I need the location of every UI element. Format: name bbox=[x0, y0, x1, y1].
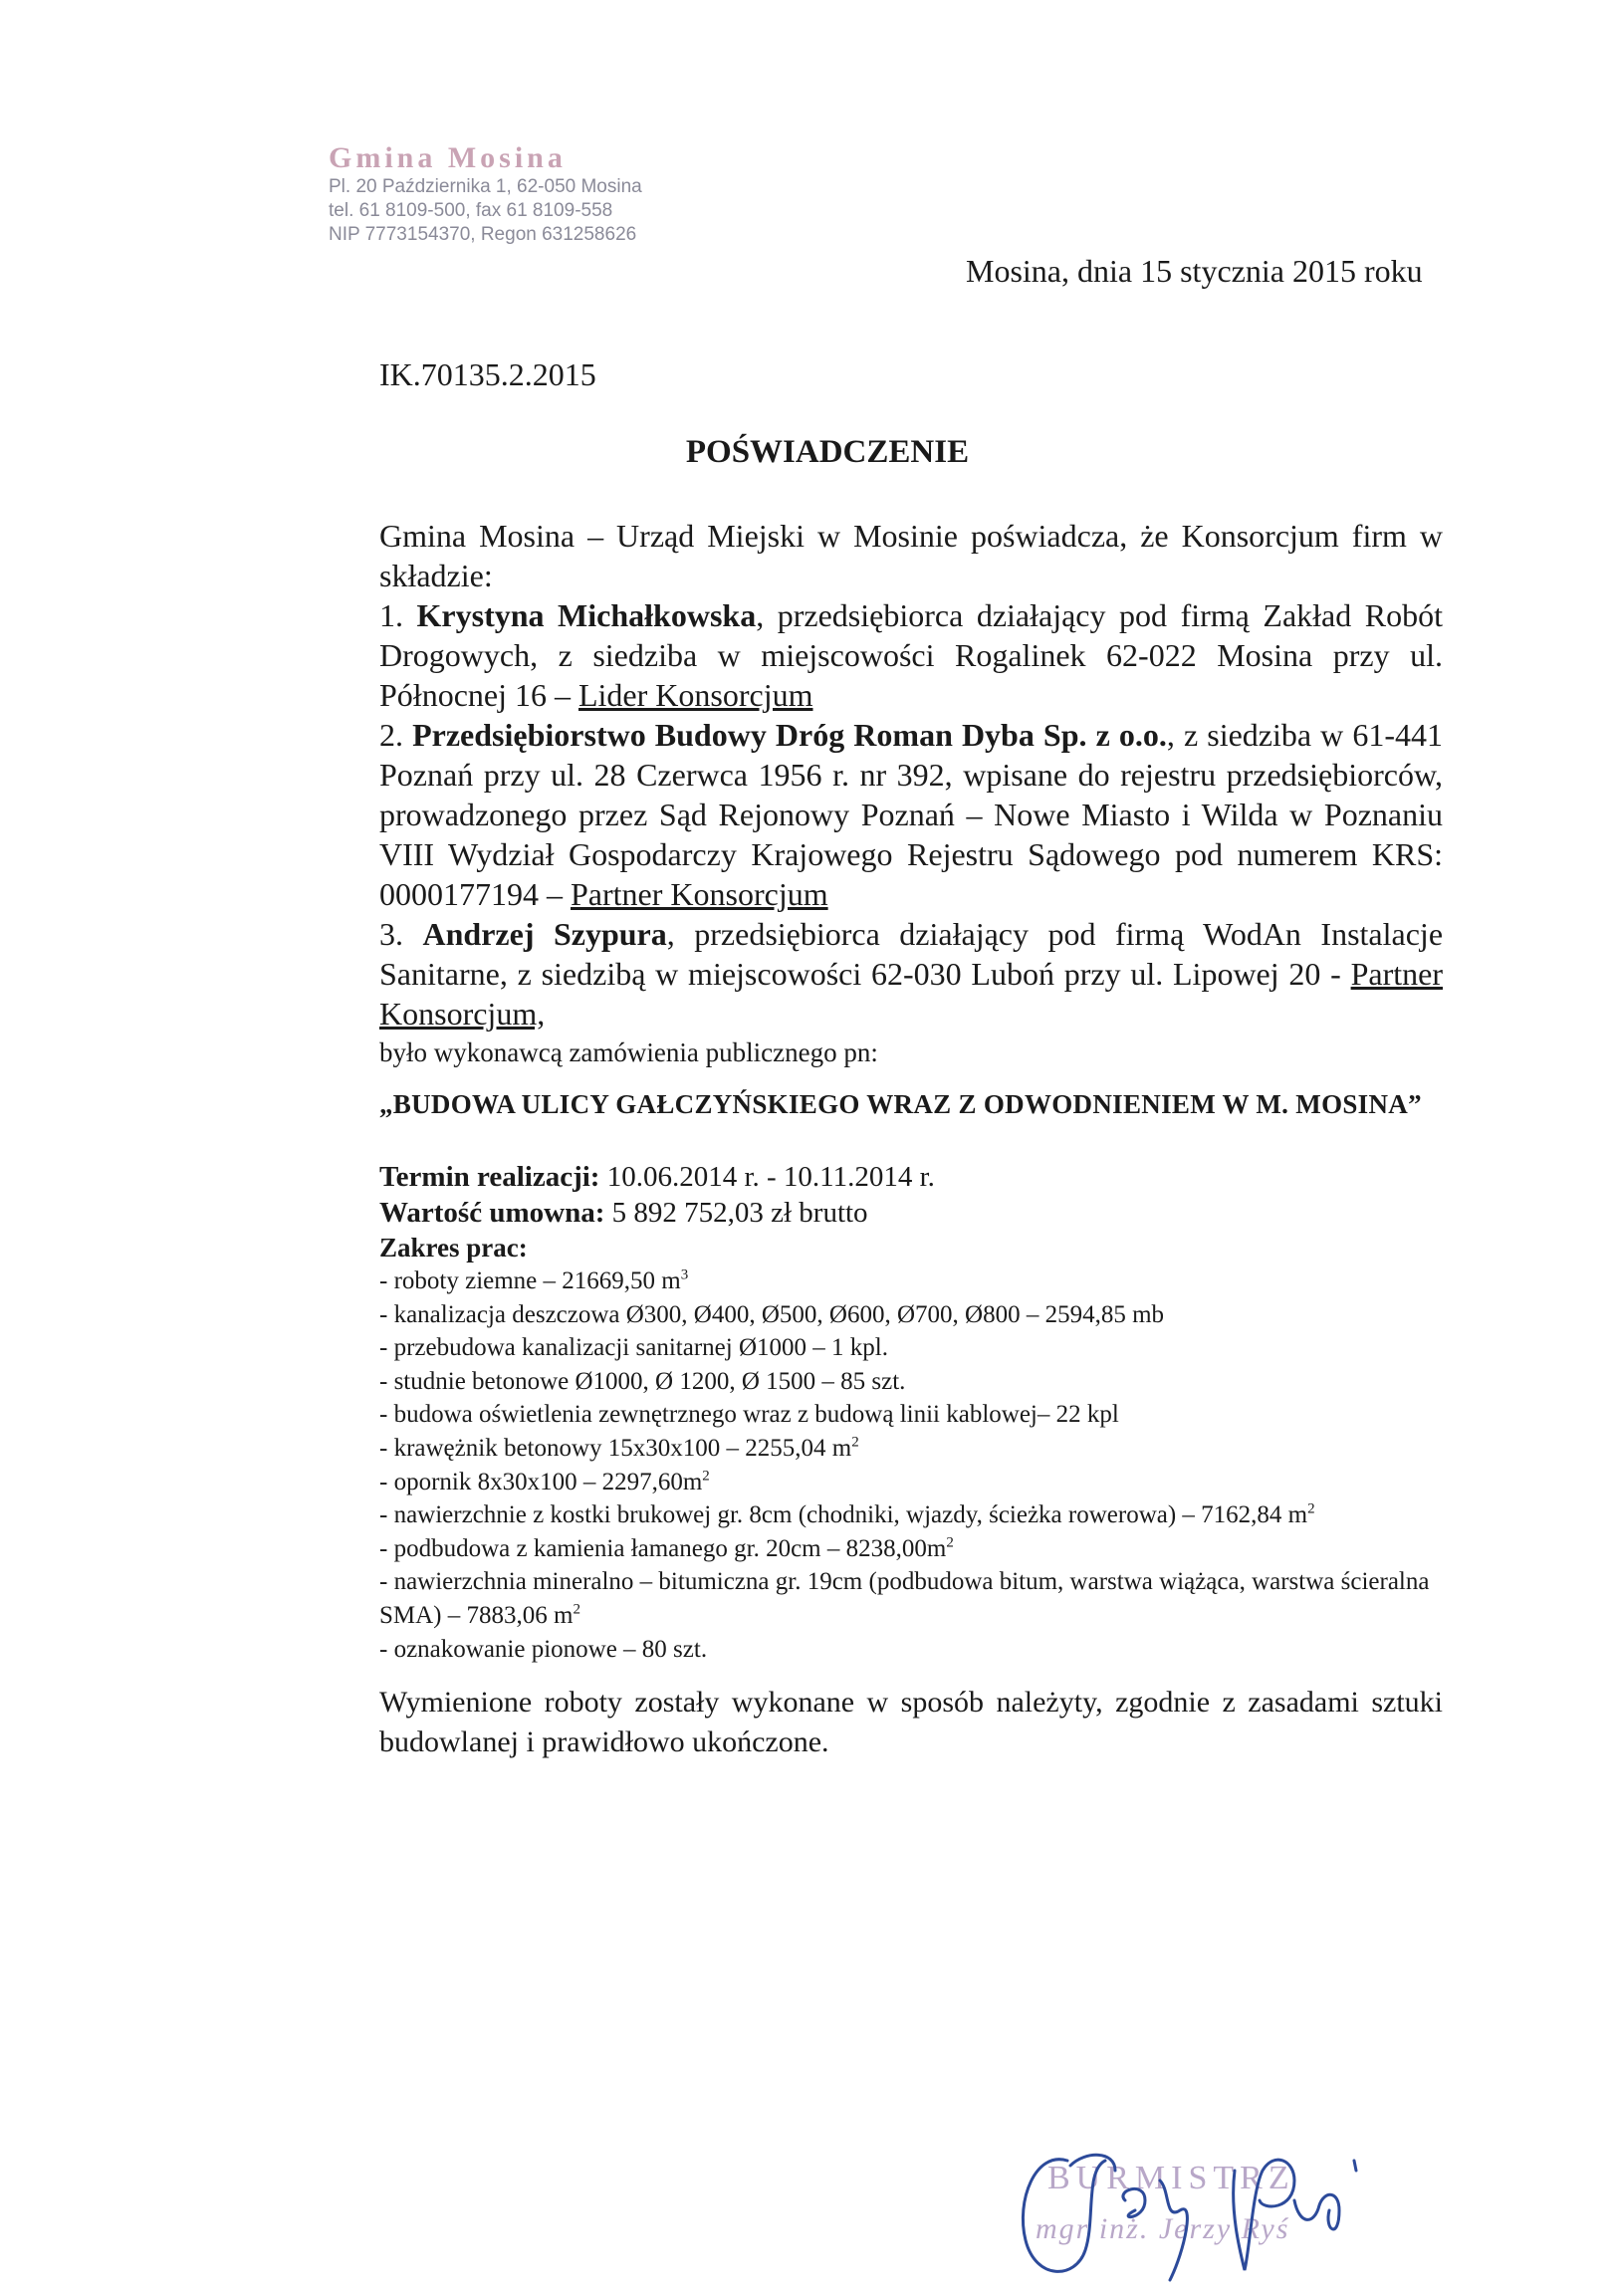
term-label: Termin realizacji: bbox=[379, 1161, 600, 1193]
work-item: - nawierzchnia mineralno – bitumiczna gr. 19cm (podbudowa bitum, warstwa wiążąca, warstwa ścieralna SMA) – 7883,06 $m^2$ bbox=[379, 1568, 1430, 1629]
member-name: Andrzej Szypura bbox=[422, 916, 667, 952]
consortium-member-1 bbox=[379, 595, 1443, 715]
work-item: - nawierzchnie z kostki brukowej gr. 8cm (chodniki, wjazdy, ścieżka rowerowa) – 7162,84 $m^2$ bbox=[379, 1500, 1315, 1529]
member-role: Partner Konsorcjum, bbox=[379, 956, 1443, 1032]
contractor-line: było wykonawcą zamówienia publicznego pn: bbox=[379, 1037, 878, 1067]
member-role: Lider Konsorcjum bbox=[577, 677, 813, 713]
member-name: Krystyna Michałkowska bbox=[416, 597, 757, 633]
stamp-name-text: mgr inż. Jerzy Ryś bbox=[1036, 2212, 1290, 2245]
member-number: 2. bbox=[379, 717, 403, 753]
stamp-address: Pl. 20 Października 1, 62-050 Mosina bbox=[329, 176, 642, 197]
main-body bbox=[379, 516, 1443, 1071]
work-item: - krawężnik betonowy 15x30x100 – 2255,04 $m^2$ bbox=[379, 1434, 859, 1462]
member-description: , przedsiębiorca działający pod firmą WodAn Instalacje Sanitarne, z siedzibą w miejscowości 62-030 Luboń przy ul. Lipowej 20 - bbox=[379, 916, 1444, 992]
date-line: Mosina, dnia 15 stycznia 2015 roku bbox=[966, 253, 1423, 289]
stamp-ids: NIP 7773154370, Regon 631258626 bbox=[329, 224, 637, 245]
term-row bbox=[379, 1159, 1455, 1195]
document-title: POŚWIADCZENIE bbox=[685, 434, 970, 470]
member-description: , z siedziba w 61-441 Poznań przy ul. 28 Czerwca 1956 r. nr 392, wpisane do rejestru przedsiębiorców, prowadzonego przez Sąd Rejonowy Poznań – Nowe Miasto i Wilda w Poznaniu VIII Wydział Gospodarczy Krajowego Rejestru Sądowego pod numerem KRS: 0000177194 – bbox=[379, 717, 1444, 912]
project-title: „BUDOWA ULICY GAŁCZYŃSKIEGO WRAZ Z ODWODNIENIEM W M. MOSINA” bbox=[379, 1089, 1422, 1119]
member-number: 1. bbox=[379, 597, 403, 633]
value-label: Wartość umowna: bbox=[379, 1197, 605, 1229]
consortium-member-3 bbox=[379, 914, 1443, 1033]
intro-paragraph: Gmina Mosina – Urząd Miejski w Mosinie poświadcza, że Konsorcjum firm w składzie: bbox=[379, 518, 1443, 593]
stamp-municipality-name: Gmina Mosina bbox=[329, 141, 567, 174]
work-item: - roboty ziemne – 21669,50 $m^3$ bbox=[379, 1266, 689, 1294]
work-item: - studnie betonowe Ø1000, Ø 1200, Ø 1500 – 85 szt. bbox=[379, 1367, 906, 1395]
term-value: 10.06.2014 r. - 10.11.2014 r. bbox=[599, 1161, 935, 1193]
consortium-member-2 bbox=[379, 715, 1443, 914]
scope-label: Zakres prac: bbox=[379, 1233, 528, 1263]
member-name: Przedsiębiorstwo Budowy Dróg Roman Dyba Sp. z o.o. bbox=[412, 717, 1167, 753]
work-item: - budowa oświetlenia zewnętrznego wraz z budową linii kablowej– 22 kpl bbox=[379, 1401, 1119, 1429]
member-description: , przedsiębiorca działający pod firmą Zakład Robót Drogowych, z siedziba w miejscowości Rogalinek 62-022 Mosina przy ul. Północnej 16 – bbox=[379, 597, 1444, 713]
work-item: - opornik $8x30x100 - 2297,60m^2$ bbox=[379, 1468, 710, 1495]
stamp-title-text: BURMISTRZ bbox=[1047, 2160, 1295, 2196]
value-amount: 5 892 752,03 zł brutto bbox=[604, 1197, 868, 1229]
signature-stamp bbox=[996, 2131, 1414, 2290]
work-item: - oznakowanie pionowe – 80 szt. bbox=[379, 1635, 708, 1663]
value-row bbox=[379, 1195, 1455, 1231]
work-item: - podbudowa z kamienia łamanego gr. $20cm - 8238,00m^2$ bbox=[379, 1534, 954, 1562]
member-number: 3. bbox=[379, 916, 403, 952]
member-role: Partner Konsorcjum bbox=[571, 876, 828, 912]
closing-paragraph: Wymienione roboty zostały wykonane w sposób należyty, zgodnie z zasadami sztuki budowlanej i prawidłowo ukończone. bbox=[379, 1686, 1443, 1758]
letterhead-stamp bbox=[329, 141, 642, 247]
reference-number: IK.70135.2.2015 bbox=[379, 356, 596, 392]
stamp-phone: tel. 61 8109-500, fax 61 8109-558 bbox=[329, 200, 613, 221]
work-item: - przebudowa kanalizacji sanitarnej Ø1000 – 1 kpl. bbox=[379, 1334, 888, 1362]
works-list bbox=[379, 1264, 1455, 1666]
contract-details bbox=[379, 1159, 1455, 1666]
work-item: - kanalizacja deszczowa Ø300, Ø400, Ø500, Ø600, Ø700, Ø800 – 2594,85 mb bbox=[379, 1300, 1165, 1328]
